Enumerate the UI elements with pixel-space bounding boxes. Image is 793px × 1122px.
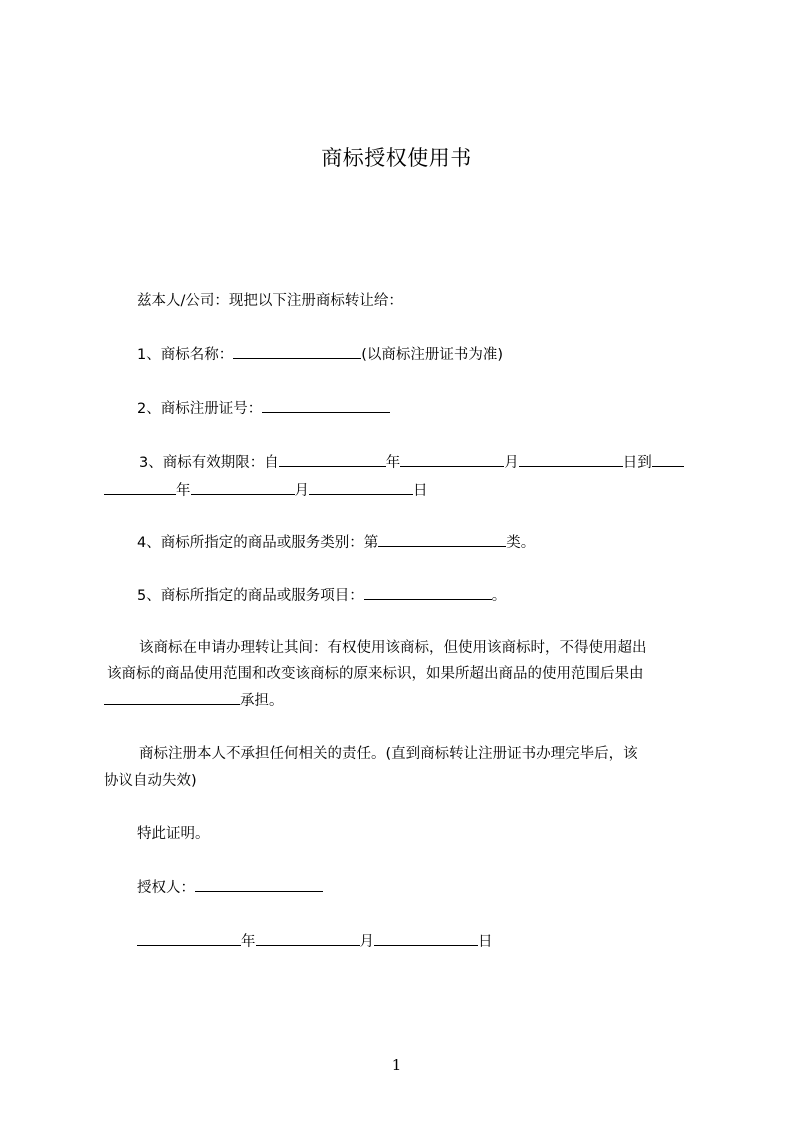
authorizer-line	[137, 877, 323, 898]
sign-month-blank[interactable]	[256, 931, 360, 946]
registration-number-blank[interactable]	[262, 398, 390, 413]
start-month-blank[interactable]	[400, 452, 504, 467]
year-label: 年	[176, 483, 191, 499]
responsible-party-blank[interactable]	[104, 690, 240, 705]
goods-class-blank[interactable]	[378, 532, 506, 547]
authorizer-blank[interactable]	[195, 877, 323, 892]
item-3-label: 3、商标有效期限：自	[139, 455, 279, 471]
authorizer-label: 授权人：	[137, 880, 195, 896]
end-year-blank-part1[interactable]	[652, 452, 684, 467]
item-2-label: 2、商标注册证号：	[137, 401, 263, 417]
item-1-suffix: (以商标注册证书为准)	[361, 347, 504, 363]
month-label: 月	[359, 934, 374, 950]
end-day-blank[interactable]	[309, 480, 413, 495]
item-4-goods-class	[137, 532, 535, 553]
day-label: 日	[478, 934, 493, 950]
item-1-trademark-name	[137, 344, 503, 365]
paragraph-1-line-1: 该商标在申请办理转让其间：有权使用该商标，但使用该商标时，不得使用超出	[139, 640, 647, 656]
intro-line: 兹本人/公司：现把以下注册商标转让给：	[137, 293, 403, 309]
paragraph-2-line-1: 商标注册本人不承担任何相关的责任。(直到商标转让注册证书办理完毕后，该	[139, 746, 638, 762]
item-2-registration-number	[137, 398, 390, 419]
paragraph-1-line-3	[104, 690, 284, 711]
day-to-label: 日到	[622, 455, 652, 471]
month-label: 月	[504, 455, 519, 471]
paragraph-2-line-2: 协议自动失效)	[104, 773, 197, 789]
item-1-label: 1、商标名称：	[137, 347, 234, 363]
sign-year-blank[interactable]	[137, 931, 241, 946]
start-day-blank[interactable]	[519, 452, 623, 467]
paragraph-1-suffix: 承担。	[240, 693, 284, 709]
item-4-label: 4、商标所指定的商品或服务类别：第	[137, 535, 379, 551]
item-5-goods-items	[137, 585, 506, 606]
item-5-suffix: 。	[491, 588, 507, 604]
year-label: 年	[241, 934, 256, 950]
day-label: 日	[413, 483, 428, 499]
end-year-blank-part2[interactable]	[104, 480, 176, 495]
item-3-validity-line-2	[104, 480, 428, 501]
item-5-label: 5、商标所指定的商品或服务项目：	[137, 588, 364, 604]
month-label: 月	[294, 483, 309, 499]
certify-line: 特此证明。	[137, 826, 210, 842]
paragraph-1-line-2: 该商标的商品使用范围和改变该商标的原来标识，如果所超出商品的使用范围后果由	[107, 666, 644, 682]
end-month-blank[interactable]	[191, 480, 295, 495]
trademark-name-blank[interactable]	[233, 344, 361, 359]
sign-day-blank[interactable]	[374, 931, 478, 946]
document-title: 商标授权使用书	[321, 146, 472, 170]
year-label: 年	[385, 455, 401, 471]
date-line	[137, 931, 493, 952]
goods-items-blank[interactable]	[364, 585, 492, 600]
page-number: 1	[391, 1056, 402, 1074]
start-year-blank[interactable]	[279, 452, 386, 467]
item-3-validity-line-1	[139, 452, 684, 473]
item-4-suffix: 类。	[506, 535, 536, 551]
